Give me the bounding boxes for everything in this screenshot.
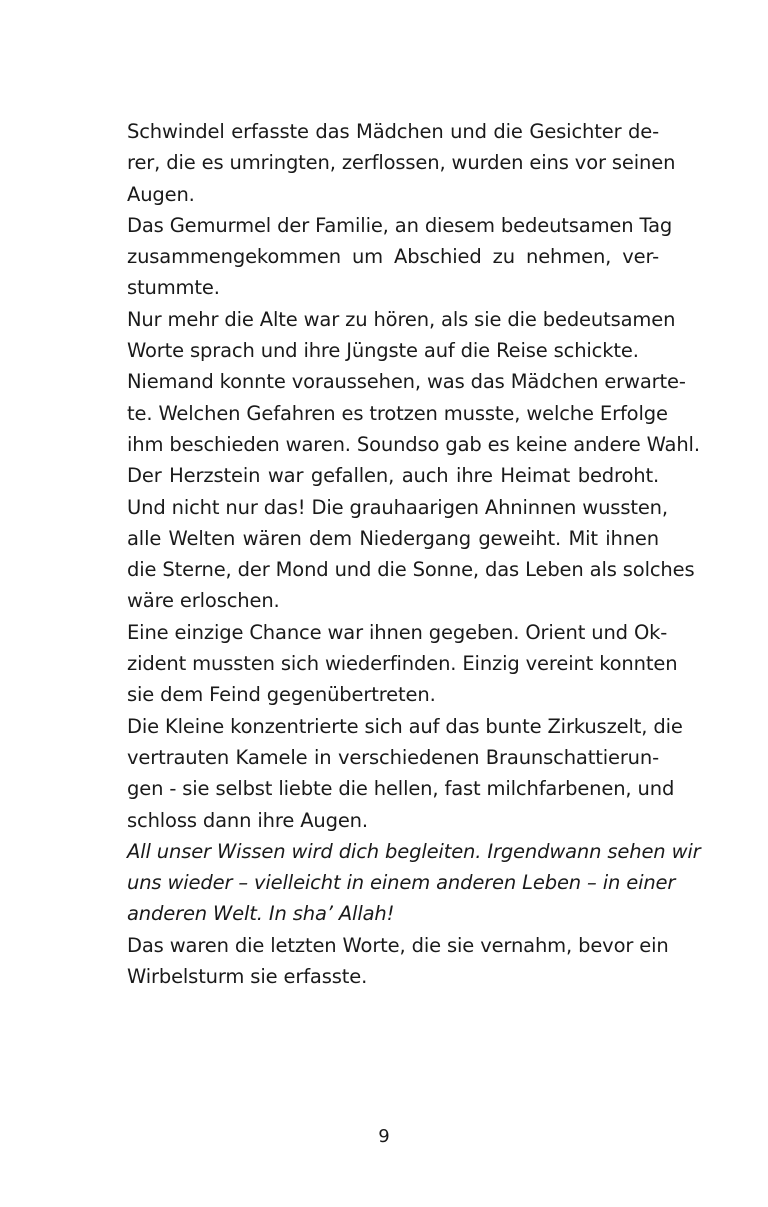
text-line: zusammengekommen um Abschied zu nehmen, ver- [127, 245, 659, 269]
text-line: Schwindel erfasste das Mädchen und die Gesichter de- [127, 120, 659, 143]
text-line: rer, die es umringten, zerflossen, wurden eins vor seinen [127, 151, 676, 175]
text-line: vertrauten Kamele in verschiedenen Braunschattierun- [127, 745, 659, 769]
page-number: 9 [378, 1126, 390, 1147]
text-line: zident mussten sich wiederfinden. Einzig vereint konnten [127, 652, 678, 676]
text-line: Der Herzstein war gefallen, auch ihre Heimat bedroht. [127, 464, 659, 488]
body-text [127, 116, 701, 992]
text-line: Wirbelsturm sie erfasste. [127, 965, 368, 989]
italic-text-line: All unser Wissen wird dich begleiten. Irgendwann sehen wir [127, 839, 701, 863]
text-line: Nur mehr die Alte war zu hören, als sie die bedeutsamen [127, 307, 676, 331]
text-line: Worte sprach und ihre Jüngste auf die Reise schickte. [127, 339, 639, 363]
text-line: wäre erloschen. [127, 589, 280, 613]
text-line: ihm beschieden waren. Soundso gab es keine andere Wahl. [127, 432, 700, 456]
text-line: Augen. [127, 182, 195, 206]
text-line: schloss dann ihre Augen. [127, 808, 368, 832]
text-line: Das Gemurmel der Familie, an diesem bedeutsamen Tag [127, 213, 673, 237]
text-line: Und nicht nur das! Die grauhaarigen Ahninnen wussten, [127, 495, 668, 519]
text-line: sie dem Feind gegenübertreten. [127, 683, 436, 707]
text-line: Das waren die letzten Worte, die sie vernahm, bevor ein [127, 933, 669, 957]
text-line: Eine einzige Chance war ihnen gegeben. Orient und Ok- [127, 620, 668, 644]
text-line: die Sterne, der Mond und die Sonne, das Leben als solches [127, 558, 695, 582]
text-line: alle Welten wären dem Niedergang geweiht. Mit ihnen [127, 526, 659, 550]
text-line: gen - sie selbst liebte die hellen, fast milchfarbenen, und [127, 777, 675, 801]
text-line: Niemand konnte voraussehen, was das Mädchen erwarte- [127, 370, 686, 394]
italic-text-line: anderen Welt. In sha’ Allah! [127, 902, 395, 926]
italic-text-line: uns wieder – vielleicht in einem anderen Leben – in einer [127, 871, 676, 895]
text-line: Die Kleine konzentrierte sich auf das bunte Zirkuszelt, die [127, 714, 683, 738]
text-line: stummte. [127, 276, 220, 300]
text-line: te. Welchen Gefahren es trotzen musste, welche Erfolge [127, 401, 668, 425]
